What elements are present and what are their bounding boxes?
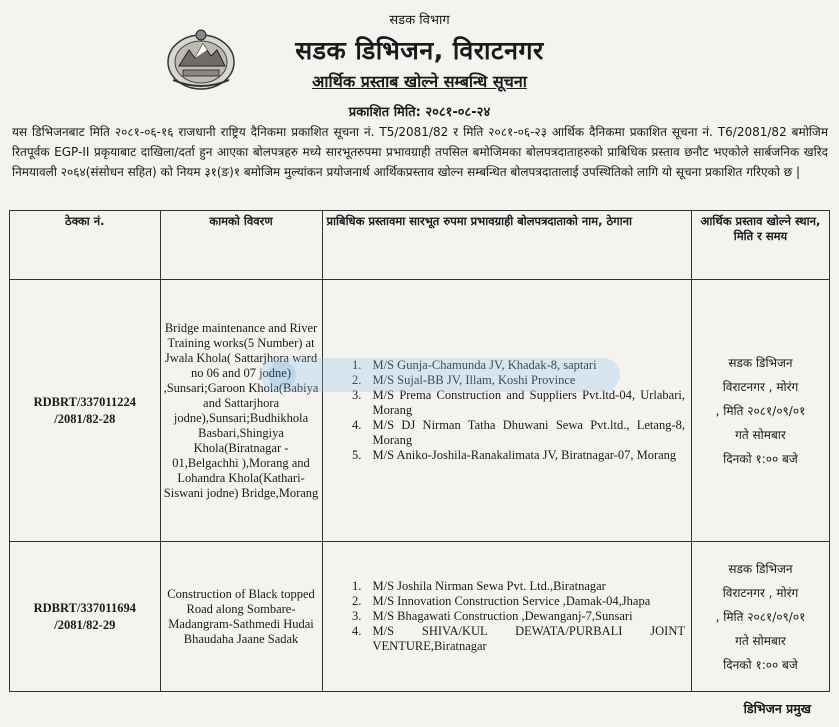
opening-details bbox=[691, 542, 829, 692]
opening-day: गते सोमबार bbox=[735, 633, 786, 648]
list-item: 4. M/S DJ Nirman Tatha Dhuwani Sewa Pvt.ltd., Letang-8, Morang bbox=[365, 418, 685, 448]
table-row bbox=[10, 542, 830, 692]
contract-number-part1: RDBRT/337011224 bbox=[33, 394, 136, 409]
bidder-list bbox=[345, 358, 685, 463]
list-item: 1. M/S Joshila Nirman Sewa Pvt. Ltd.,Biratnagar bbox=[365, 579, 685, 594]
opening-details bbox=[691, 280, 829, 542]
list-item: 1. M/S Gunja-Chamunda JV, Khadak-8, saptari bbox=[365, 358, 685, 373]
table-header-row bbox=[10, 211, 830, 280]
table-row bbox=[10, 280, 830, 542]
contract-number-part1: RDBRT/337011694 bbox=[33, 600, 136, 615]
list-item: 2. M/S Innovation Construction Service ,Damak-04,Jhapa bbox=[365, 594, 685, 609]
opening-date: , मिति २०८१/०९/०१ bbox=[715, 403, 806, 418]
intro-paragraph: यस डिभिजनबाट मिति २०८१-०६-१६ राजधानी राष्ट्रिय दैनिकमा प्रकाशित सूचना नं. T5/2081/82 र मिति २०८१-०६-२३ आर्थिक दैनिकमा प्रकाशित सूचना नं. T6/2081/82 बमोजिम रितपूर्वक EGP-II प्रकृयाबाट दाखिला/दर्ता हुन आएका बोलपत्रहरु मध्ये सारभूतरुपमा प्रभावग्राही तपसिल बमोजिमका बोलपत्रदाताहरुको प्राबिधिक प्रस्ताव छनौट भएकोले सार्बजनिक खरिद निमयावली २०६४(संसोधन सहित) को नियम ३१(ङ)१ बमोजिम मुल्यांकन प्रयोजनार्थ आर्थिकप्रस्ताव खोल्न सम्बन्धित बोलपत्रदातालाई उपस्थितिको लागि यो सूचना प्रकाशित गरिएको छ | bbox=[12, 125, 828, 179]
signatory: डिभिजन प्रमुख bbox=[743, 701, 811, 716]
department-name: सडक विभाग bbox=[389, 13, 450, 28]
contract-number bbox=[10, 542, 161, 692]
header-opening: आर्थिक प्रस्ताव खोल्ने स्थान, मिति र समय bbox=[691, 211, 829, 280]
list-item: 2. M/S Sujal-BB JV, Illam, Koshi Province bbox=[365, 373, 685, 388]
bidder-list-cell bbox=[322, 280, 691, 542]
header-bidders: प्राबिधिक प्रस्तावमा सारभूत रुपमा प्रभावग्राही बोलपत्रदाताको नाम, ठेगाना bbox=[322, 211, 691, 280]
bidder-list bbox=[345, 579, 685, 654]
list-item: 5. M/S Aniko-Joshila-Ranakalimata JV, Biratnagar-07, Morang bbox=[365, 448, 685, 463]
opening-date: , मिति २०८१/०९/०१ bbox=[715, 609, 806, 624]
opening-location: विराटनगर , मोरंग bbox=[722, 585, 799, 600]
header-work: कामको विवरण bbox=[160, 211, 322, 280]
opening-time: दिनको १:०० बजे bbox=[723, 451, 798, 466]
opening-time: दिनको १:०० बजे bbox=[723, 657, 798, 672]
division-title: सडक डिभिजन, विराटनगर bbox=[295, 36, 544, 65]
work-description: Bridge maintenance and River Training works(5 Number) at Jwala Khola( Sattarjhora ward no 06 and 07 jodne) ,Sunsari;Garoon Khola(Babiya and Sattarjhora jodne),Sunsari;Budhikhola Basbari,Shingiya Khola(Biratnagar - 01,Belgachhi ),Morang and Lohandra Khola(Kathari-Siswani jodne) Bridge,Morang bbox=[160, 280, 322, 542]
bidders-table bbox=[9, 210, 830, 692]
opening-office: सडक डिभिजन bbox=[728, 355, 793, 370]
contract-number bbox=[10, 280, 161, 542]
contract-number-part2: /2081/82-28 bbox=[54, 411, 116, 426]
bidder-list-cell bbox=[322, 542, 691, 692]
published-date: प्रकाशित मिति: २०८१-०८-२४ bbox=[348, 105, 491, 120]
opening-office: सडक डिभिजन bbox=[728, 561, 793, 576]
header-contract-no: ठेक्का नं. bbox=[10, 211, 161, 280]
opening-location: विराटनगर , मोरंग bbox=[722, 379, 799, 394]
notice-subject bbox=[0, 70, 839, 92]
work-description: Construction of Black topped Road along Sombare-Madangram-Sathmedi Hudai Bhaudaha Jaane Sadak bbox=[160, 542, 322, 692]
opening-day: गते सोमबार bbox=[735, 427, 786, 442]
subject-text: आर्थिक प्रस्ताब खोल्ने सम्बन्धि सूचना bbox=[312, 72, 527, 91]
list-item: 3. M/S Bhagawati Construction ,Dewanganj-7,Sunsari bbox=[365, 609, 685, 624]
list-item: 4. M/S SHIVA/KUL DEWATA/PURBALI JOINT VENTURE,Biratnagar bbox=[365, 624, 685, 654]
contract-number-part2: /2081/82-29 bbox=[54, 617, 116, 632]
list-item: 3. M/S Prema Construction and Suppliers Pvt.ltd-04, Urlabari, Morang bbox=[365, 388, 685, 418]
